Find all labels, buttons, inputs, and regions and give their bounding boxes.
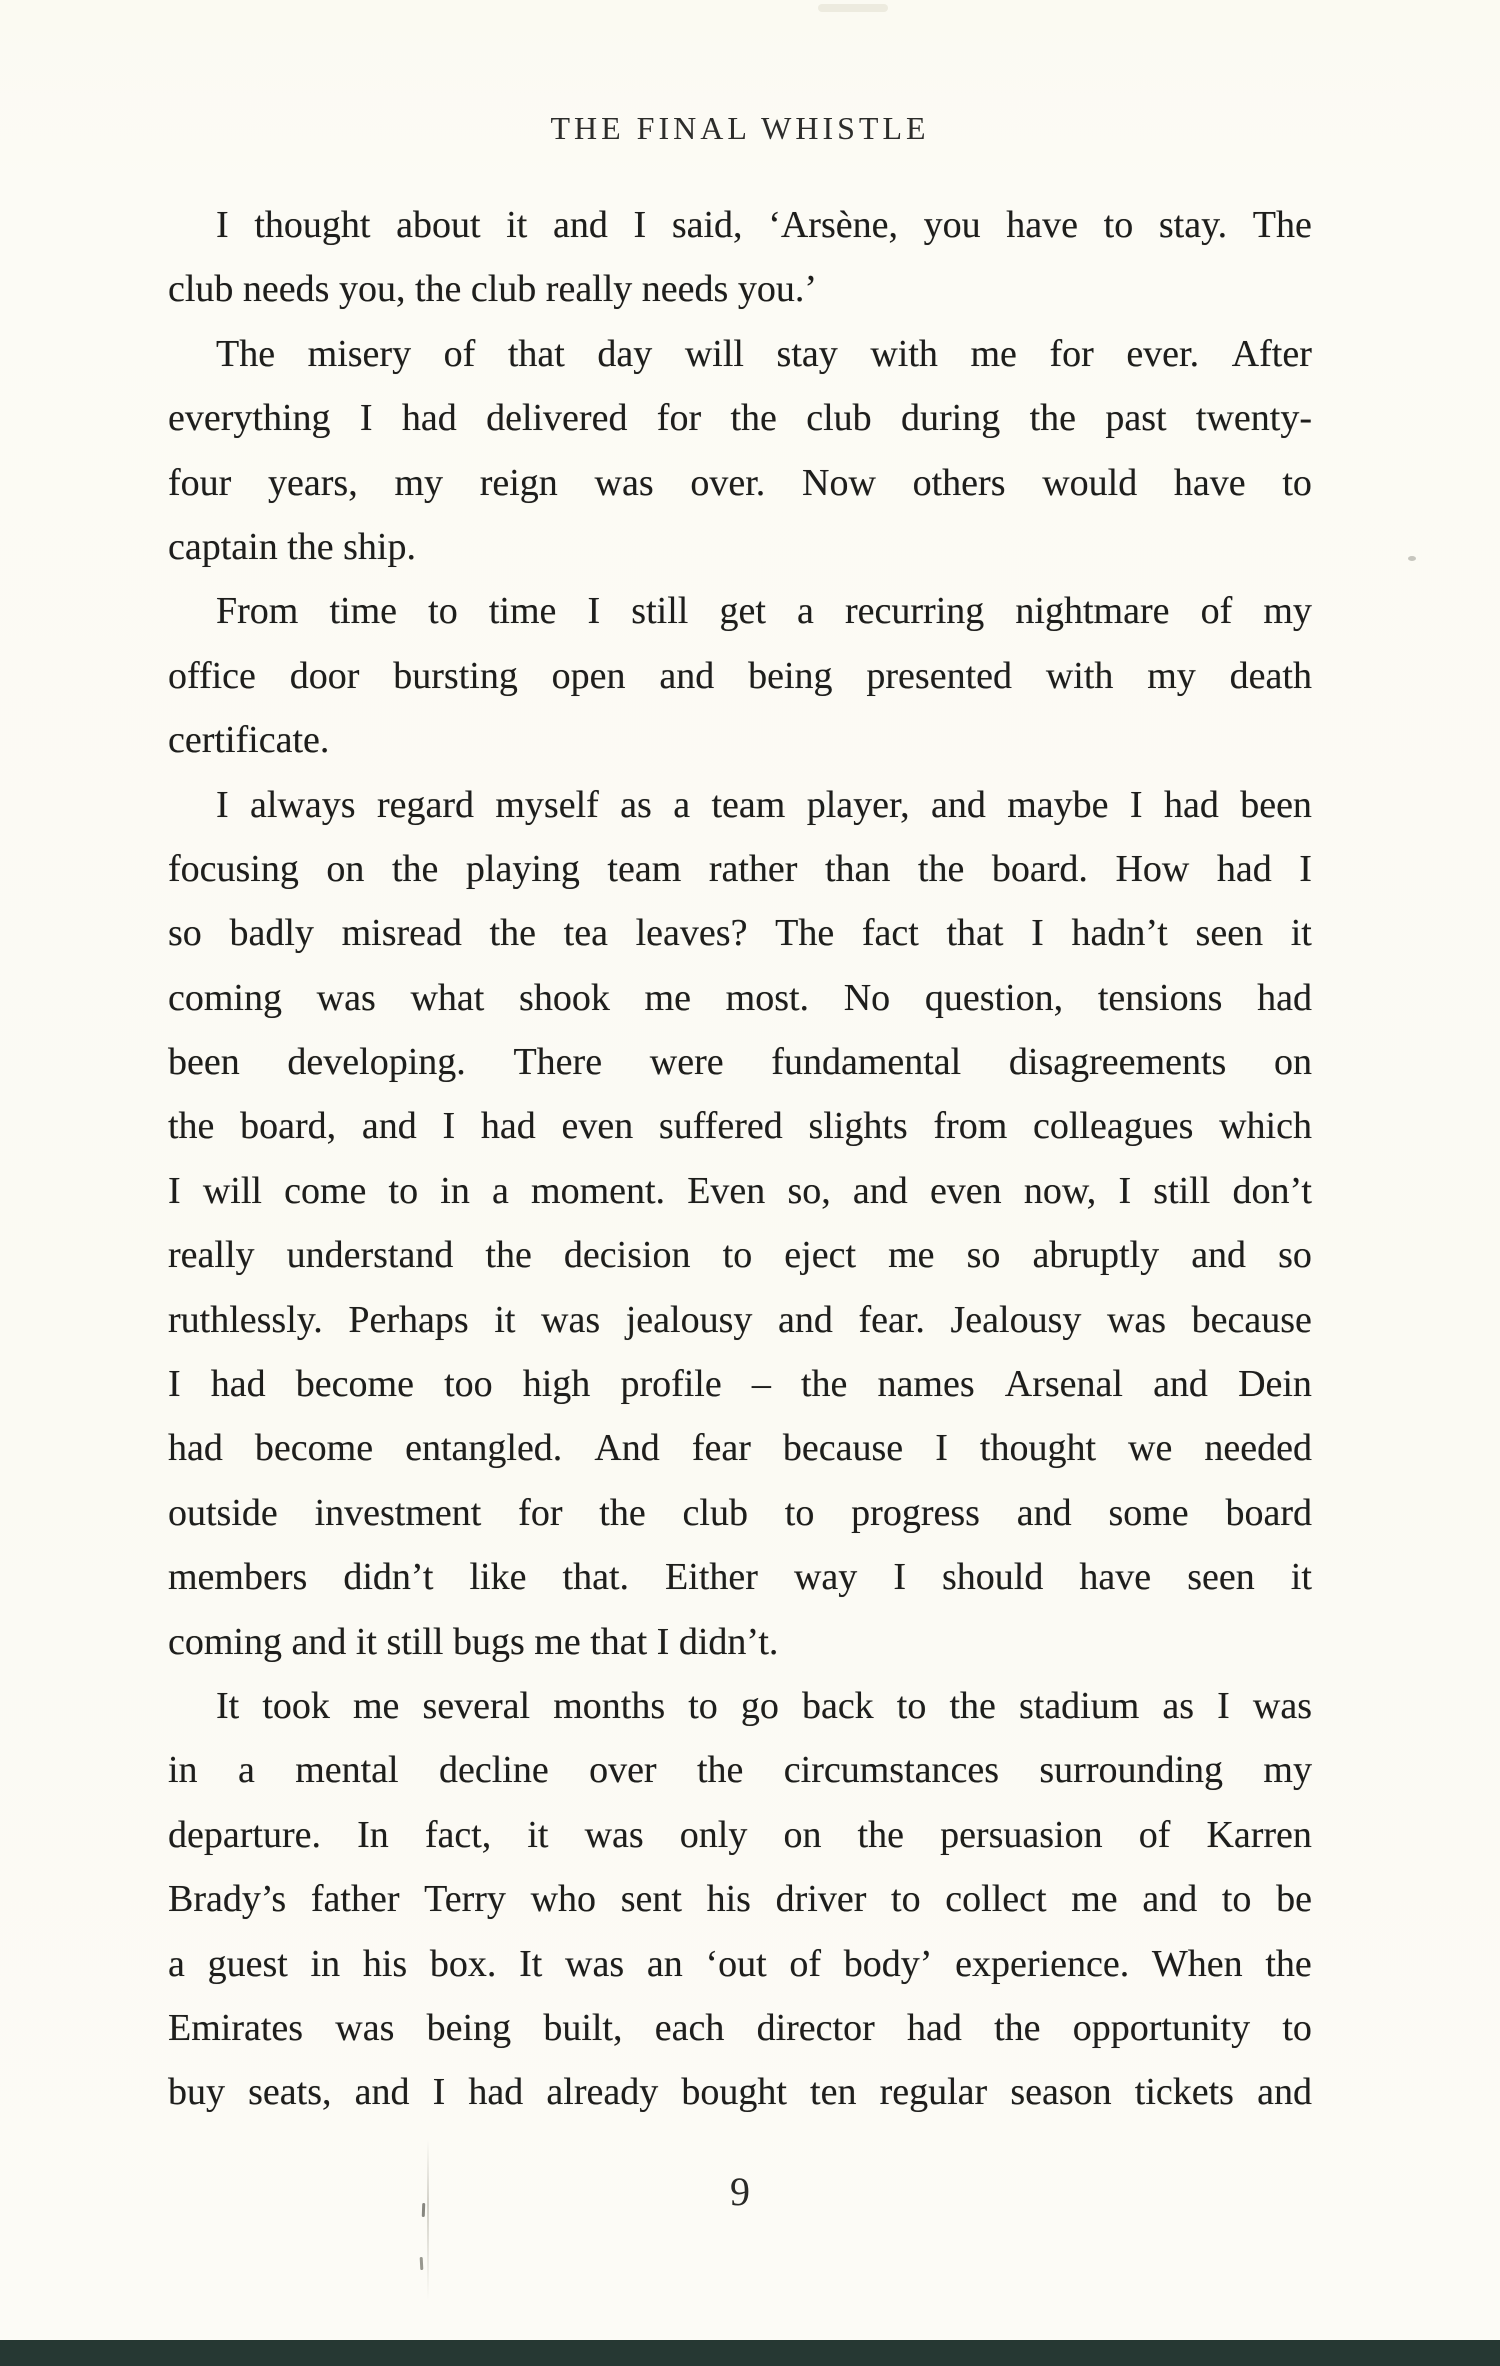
body-text-line: It took me several months to go back to the stadium as I was (216, 1684, 1312, 1727)
body-text-line: buy seats, and I had already bought ten regular season tickets and (168, 2071, 1312, 2114)
body-text-line: Brady’s father Terry who sent his driver to collect me and to be (168, 1878, 1312, 1921)
page-number: 9 (730, 2169, 750, 2214)
body-text-line: coming and it still bugs me that I didn’t. (168, 1620, 779, 1663)
body-text-line: in a mental decline over the circumstances surrounding my (168, 1749, 1312, 1792)
body-text-line: I always regard myself as a team player, and maybe I had been (216, 783, 1312, 826)
body-text-line: focusing on the playing team rather than the board. How had I (168, 847, 1312, 890)
body-text-line: I will come to in a moment. Even so, and even now, I still don’t (168, 1169, 1312, 1212)
body-text-line: From time to time I still get a recurring nightmare of my (216, 590, 1312, 633)
body-text-line: certificate. (168, 719, 330, 762)
body-text-line: so badly misread the tea leaves? The fact that I hadn’t seen it (168, 912, 1312, 955)
scan-dash-artifact (422, 2203, 425, 2217)
chapter-running-header: THE FINAL WHISTLE (550, 110, 930, 146)
scan-smudge-artifact (818, 4, 888, 12)
body-text-line: ruthlessly. Perhaps it was jealousy and fear. Jealousy was because (168, 1298, 1312, 1341)
body-text-line: office door bursting open and being presented with my death (168, 654, 1312, 697)
body-text-line: been developing. There were fundamental disagreements on (168, 1041, 1312, 1084)
body-text-line: a guest in his box. It was an ‘out of body’ experience. When the (168, 1942, 1312, 1985)
body-text-line: outside investment for the club to progress and some board (168, 1491, 1312, 1534)
body-text-line: really understand the decision to eject me so abruptly and so (168, 1234, 1312, 1277)
body-text-line: coming was what shook me most. No question, tensions had (168, 976, 1312, 1019)
body-text-line: departure. In fact, it was only on the persuasion of Karren (168, 1813, 1312, 1856)
body-text-line: four years, my reign was over. Now others would have to (168, 461, 1312, 504)
body-text-line: The misery of that day will stay with me for ever. After (216, 332, 1312, 375)
scan-speck-artifact (1408, 556, 1416, 561)
body-text-line: members didn’t like that. Either way I should have seen it (168, 1556, 1312, 1599)
scan-dash-artifact (420, 2257, 424, 2270)
body-text-line: I had become too high profile – the names Arsenal and Dein (168, 1363, 1312, 1406)
body-text-line: Emirates was being built, each director had the opportunity to (168, 2006, 1312, 2049)
body-text-line: everything I had delivered for the club during the past twenty- (168, 397, 1312, 440)
scan-line-artifact (427, 2140, 429, 2300)
body-text-line: I thought about it and I said, ‘Arsène, you have to stay. The (216, 204, 1312, 246)
body-text-line: had become entangled. And fear because I thought we needed (168, 1427, 1312, 1470)
body-text-block (168, 193, 1312, 2125)
body-text-line: captain the ship. (168, 525, 416, 568)
body-text-line: club needs you, the club really needs you.’ (168, 268, 817, 311)
body-text-line: the board, and I had even suffered slights from colleagues which (168, 1105, 1312, 1148)
scanner-edge-bar (0, 2340, 1500, 2366)
